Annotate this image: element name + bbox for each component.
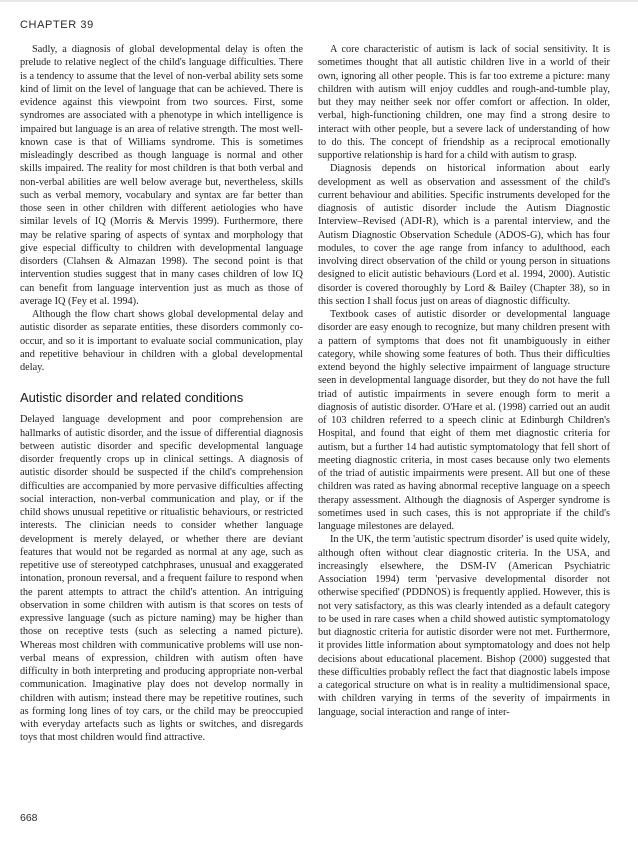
paragraph: A core characteristic of autism is lack of social sensitivity. It is sometimes thought that all autistic children live in a world of their own, ignoring all other people. This is far too extreme a picture: many children with autism will enjoy cuddles and rough-and-tumble play, but they may neither seek nor offer comfort or affection. In older, verbal, high-functioning children, one may find a strong desire to interact with other people, but a severe lack of understanding of how to do this. The concept of friendship as a reciprocal emotionally supportive relationship is hard for a child with autism to grasp. (318, 44, 610, 161)
top-rule (0, 0, 638, 2)
section-heading: Autistic disorder and related conditions (20, 390, 244, 406)
paragraph: Diagnosis depends on historical information about early development as well as observation and assessment of the child's current behaviour and abilities. Specific instruments developed for the diagnosis of autistic disorder include the Autism Diagnostic Interview–Revised (ADI-R), which is a parental interview, and the Autism Diagnostic Observation Schedule (ADOS-G), which has four modules, to cover the age range from infancy to adulthood, each involving direct observation of the child or young person in situations designed to elicit autistic behaviours (Lord et al. 1994, 2000). Autistic disorder is covered thoroughly by Lord & Bailey (Chapter 38), so in this section I shall focus just on areas of diagnostic difficulty. (318, 163, 610, 307)
paragraph: In the UK, the term 'autistic spectrum disorder' is used quite widely, although often without clear diagnostic criteria. In the USA, and increasingly elsewhere, the DSM-IV (American Psychiatric Association 1994) term 'pervasive developmental disorder not otherwise specified' (PDDNOS) is frequently applied. However, this is not very satisfactory, as this was clearly intended as a default category to be used in rare cases when a child showed autistic symptomatology but diagnostic criteria for autistic disorder were not met. Furthermore, it provides little information about symptomatology and does not help decisions about educational placement. Bishop (2000) suggested that these difficulties probably reflect the fact that diagnostic labels impose a categorical structure on what is in reality a multidimensional space, with children varying in terms of the severity of impairments in language, social interaction and range of inter- (318, 534, 610, 718)
page-number: 668 (20, 812, 38, 824)
right-column (318, 43, 610, 719)
left-column (20, 43, 303, 745)
paragraph: Although the flow chart shows global developmental delay and autistic disorder as separate entities, these disorders commonly co-occur, and so it is important to evaluate social communication, play and repetitive behaviour in children with a global developmental delay. (20, 309, 303, 373)
paragraph: Sadly, a diagnosis of global developmental delay is often the prelude to relative neglect of the child's language difficulties. There is a tendency to assume that the level of non-verbal ability sets some kind of limit on the level of language that can be achieved. There is evidence against this viewpoint from two sources. First, some syndromes are associated with a phenotype in which intelligence is impaired but language is an area of relative strength. The most well-known case is that of Williams syndrome. This is sometimes misleadingly described as though language is normal and other skills impaired. The reality for most children is that both verbal and non-verbal abilities are well below average but, nevertheless, skills such as verbal memory, vocabulary and syntax are far better than those seen in other children with different aetiologies who have similar levels of IQ (Morris & Mervis 1999). Furthermore, there may be relative sparing of aspects of syntax and morphology that give especial difficulty to children with developmental language disorders (Clahsen & Almazan 1998). The second point is that intervention studies suggest that in many cases children of low IQ can benefit from language intervention just as much as those of average IQ (Fey et al. 1994). (20, 44, 303, 307)
paragraph: Textbook cases of autistic disorder or developmental language disorder are easy enough to recognize, but many children present with a pattern of symptoms that does not fit unambiguously in either category, while showing some features of both. Thus their difficulties extend beyond the highly selective impairment of language structure seen in developmental language disorder, but they do not have the full triad of autistic impairments in severe enough form to merit a diagnosis of autistic disorder. O'Hare et al. (1998) carried out an audit of 103 children referred to a speech clinic at Edinburgh Children's Hospital, and found that eight of them met diagnostic criteria for autism, but a further 14 had autistic symptomatology that fell short of meeting diagnostic criteria, in most cases because only two elements of the triad of autistic impairments were present. All but one of these children was rated as having abnormal receptive language on a speech therapy assessment. Although the diagnosis of Asperger syndrome is sometimes used in such cases, this is not appropriate if the child's language milestones are delayed. (318, 309, 610, 532)
paragraph: Delayed language development and poor comprehension are hallmarks of autistic disorder, and the issue of differential diagnosis between autistic disorder and specific developmental language disorder frequently crops up in clinical settings. A diagnosis of autistic disorder should be suspected if the child's comprehension difficulties are accompanied by more pervasive difficulties affecting social interaction, non-verbal communication and play, or if the child shows unusual repetitive or ritualistic behaviours, or restricted interests. The clinician needs to consider whether language development is merely delayed, or whether there are deviant features that would not be regarded as normal at any age, such as repetitive use of stereotyped catchphrases, unusual and exaggerated intonation, pronoun reversal, and a frequent failure to respond when the parent attempts to attract the child's attention. An intriguing observation in some children with autism is that scores on tests of expressive language (such as picture naming) may be higher than those on receptive tests (such as selecting a named picture). Whereas most children with communicative problems will use non-verbal means of expression, children with autism often have difficulty in both interpreting and producing appropriate non-verbal communication. Imaginative play does not develop normally in children with autism; instead there may be repetitive routines, such as forming long lines of toy cars, or the child may be preoccupied with everyday artefacts such as lights or switches, and disregards toys that most children would find attractive. (20, 414, 303, 744)
chapter-header: CHAPTER 39 (20, 19, 94, 31)
